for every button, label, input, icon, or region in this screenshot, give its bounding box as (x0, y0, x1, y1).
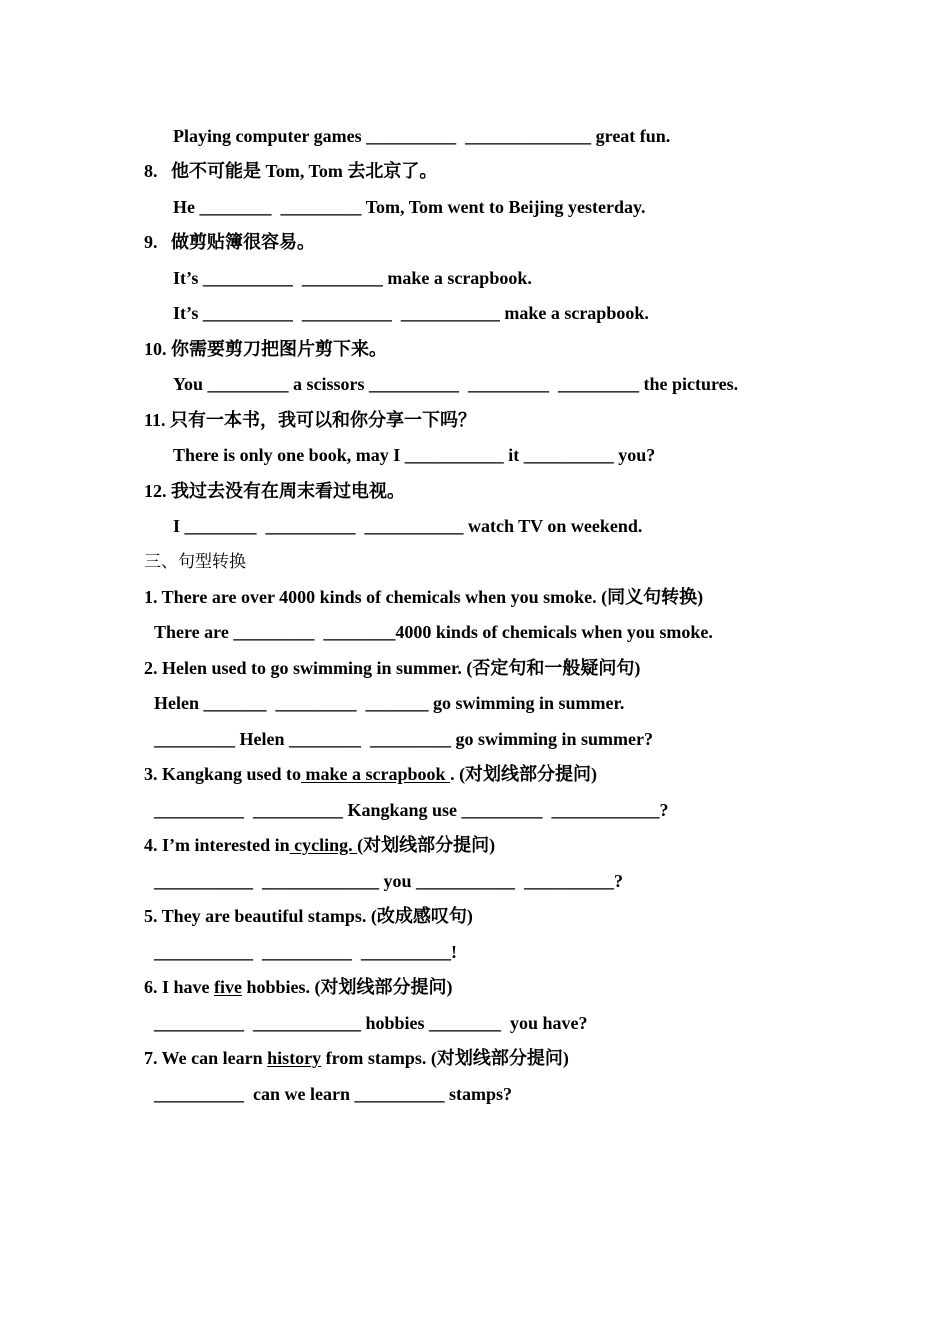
prompt-text: 3. Kangkang used to (144, 764, 302, 784)
transform-4-prompt (144, 833, 495, 857)
section-heading: 三、句型转换 (144, 552, 246, 572)
transform-4-answer: ___________ _____________ you ___________ __________? (154, 871, 624, 891)
prompt-text: (对划线部分提问) (357, 835, 496, 855)
question-11-prompt: 11. 只有一本书，我可以和你分享一下吗？ (144, 410, 477, 430)
transform-3-answer: __________ __________ Kangkang use _________ ____________? (154, 800, 669, 820)
prompt-text: . (对划线部分提问) (450, 764, 598, 784)
transform-2-prompt: 2. Helen used to go swimming in summer. (否定句和一般疑问句) (144, 658, 641, 678)
transform-7-answer: __________ can we learn __________ stamps? (154, 1084, 512, 1104)
transform-7-prompt (144, 1046, 569, 1070)
underlined-phrase: history (267, 1048, 322, 1068)
prompt-text: hobbies. (对划线部分提问) (242, 977, 453, 997)
transform-6-answer: __________ ____________ hobbies ________ you have? (154, 1013, 588, 1033)
question-9-answer-a: It’s __________ _________ make a scrapbook. (173, 268, 532, 288)
transform-1-prompt: 1. There are over 4000 kinds of chemicals when you smoke. (同义句转换) (144, 587, 704, 607)
transform-2-answer-a: Helen _______ _________ _______ go swimming in summer. (154, 693, 625, 713)
transform-1-answer: There are _________ ________4000 kinds of chemicals when you smoke. (154, 622, 713, 642)
transform-5-answer: ___________ __________ __________! (154, 942, 457, 962)
question-8-prompt: 8. 他不可能是 Tom, Tom 去北京了。 (144, 161, 438, 181)
underlined-phrase: cycling. (289, 835, 358, 855)
question-12-answer: I ________ __________ ___________ watch TV on weekend. (173, 516, 643, 536)
question-8-answer: He ________ _________ Tom, Tom went to Beijing yesterday. (173, 197, 646, 217)
prompt-text: 6. I have (144, 977, 215, 997)
prompt-text: from stamps. (对划线部分提问) (321, 1048, 569, 1068)
underlined-phrase: five (214, 977, 242, 997)
transform-6-prompt (144, 975, 453, 999)
transform-2-answer-b: _________ Helen ________ _________ go swimming in summer? (154, 729, 653, 749)
question-12-prompt: 12. 我过去没有在周末看过电视。 (144, 481, 405, 501)
question-10-prompt: 10. 你需要剪刀把图片剪下来。 (144, 339, 387, 359)
transform-5-prompt: 5. They are beautiful stamps. (改成感叹句) (144, 906, 473, 926)
question-9-prompt: 9. 做剪贴簿很容易。 (144, 232, 315, 252)
transform-3-prompt (144, 762, 597, 786)
sentence-line: Playing computer games __________ ______________ great fun. (173, 126, 671, 146)
prompt-text: 4. I’m interested in (144, 835, 290, 855)
question-10-answer: You _________ a scissors __________ _________ _________ the pictures. (173, 374, 739, 394)
prompt-text: 7. We can learn (144, 1048, 268, 1068)
question-9-answer-b: It’s __________ __________ ___________ make a scrapbook. (173, 303, 649, 323)
underlined-phrase: make a scrapbook (301, 764, 451, 784)
question-11-answer: There is only one book, may I ___________ it __________ you? (173, 445, 656, 465)
